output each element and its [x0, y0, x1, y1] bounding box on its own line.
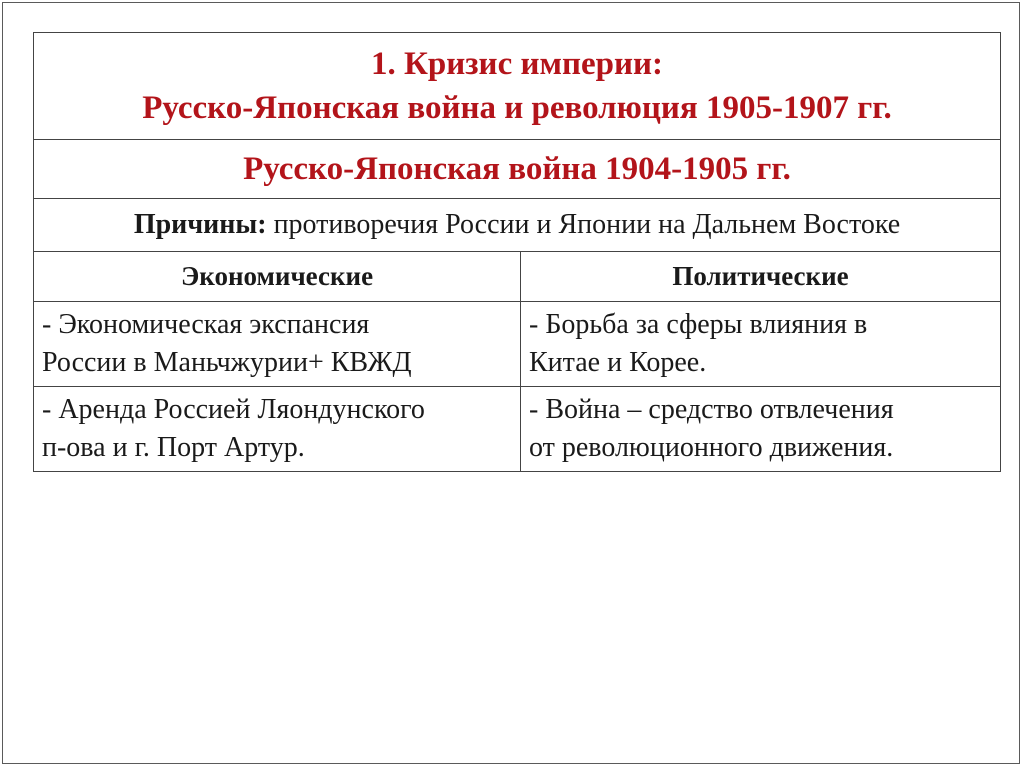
slide-subtitle: Русско-Японская война 1904-1905 гг.	[243, 150, 791, 187]
table-row	[34, 302, 1001, 387]
column-header-political: Политические	[521, 252, 1001, 302]
subtitle-row	[34, 140, 1001, 199]
causes-table	[33, 32, 1001, 472]
cell-text-line: Китае и Корее.	[529, 347, 707, 378]
column-header-row	[34, 252, 1001, 302]
causes-label: Причины:	[133, 209, 267, 240]
cell-text-line: - Борьба за сферы влияния в	[529, 309, 868, 340]
cell-text-line: России в Маньчжурии+ КВЖД	[42, 347, 412, 378]
cell-text-line: п-ова и г. Порт Артур.	[42, 432, 305, 463]
causes-text: противоречия России и Японии на Дальнем Востоке	[266, 209, 901, 240]
cell-text-line: - Аренда Россией Ляондунского	[42, 394, 425, 425]
political-cause-cell	[521, 302, 1001, 387]
cell-text-line: - Экономическая экспансия	[42, 309, 370, 340]
cell-text-line: от революционного движения.	[529, 432, 894, 463]
economic-cause-cell	[34, 387, 521, 472]
subtitle-cell	[34, 140, 1001, 199]
causes-cell	[34, 199, 1001, 252]
table-row	[34, 387, 1001, 472]
slide-title-line-1: 1. Кризис империи:	[371, 46, 663, 82]
political-cause-cell	[521, 387, 1001, 472]
column-header-economic: Экономические	[34, 252, 521, 302]
slide-title-line-2: Русско-Японская война и революция 1905-1907 гг.	[142, 90, 892, 126]
title-row	[34, 33, 1001, 140]
title-cell	[34, 33, 1001, 140]
economic-cause-cell	[34, 302, 521, 387]
causes-row	[34, 199, 1001, 252]
cell-text-line: - Война – средство отвлечения	[529, 394, 894, 425]
